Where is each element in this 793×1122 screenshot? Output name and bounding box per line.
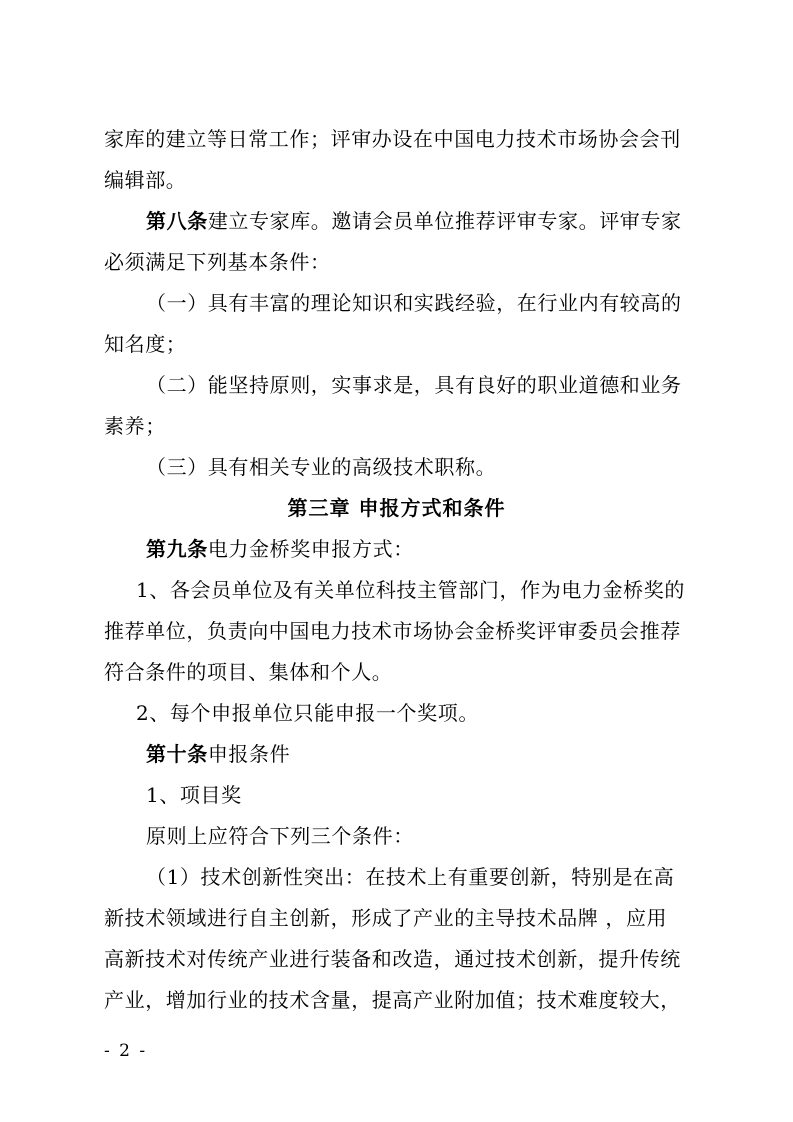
article-8-line (146, 207, 682, 235)
paragraph-line: 产业，增加行业的技术含量，提高产业附加值；技术难度较大， (104, 988, 681, 1012)
article-8-label: 第八条 (146, 209, 208, 233)
article-9-text: 电力金桥奖申报方式： (207, 537, 414, 561)
paragraph-line: 新技术领域进行自主创新，形成了产业的主导技术品牌 ，应用 (104, 906, 668, 930)
list-item: 2、每个申报单位只能申报一个奖项。 (136, 701, 479, 725)
paragraph-line: 家库的建立等日常工作；评审办设在中国电力技术市场协会会刊 (104, 127, 681, 151)
paragraph-line: 符合条件的项目、集体和个人。 (104, 660, 393, 684)
list-item: （一）具有丰富的理论知识和实践经验，在行业内有较高的 (146, 291, 682, 315)
paragraph-line: 编辑部。 (104, 168, 187, 192)
list-item: 1、项目奖 (146, 783, 242, 807)
article-10-text: 申报条件 (207, 742, 291, 766)
list-item: （1）技术创新性突出：在技术上有重要创新，特别是在高 (146, 865, 675, 889)
paragraph-line: 必须满足下列基本条件： (104, 250, 331, 274)
paragraph-line: 原则上应符合下列三个条件： (146, 824, 414, 848)
chapter-heading: 第三章 申报方式和条件 (287, 496, 506, 520)
page-number: - 2 - (104, 1041, 148, 1061)
paragraph-line: 知名度； (104, 332, 187, 356)
list-item: （二）能坚持原则，实事求是，具有良好的职业道德和业务 (146, 373, 682, 397)
list-item: 1、各会员单位及有关单位科技主管部门，作为电力金桥奖的 (136, 578, 685, 602)
paragraph-line: 推荐单位，负责向中国电力技术市场协会金桥奖评审委员会推荐 (104, 619, 681, 643)
article-9-line (146, 535, 414, 563)
paragraph-line: 高新技术对传统产业进行装备和改造，通过技术创新，提升传统 (104, 947, 681, 971)
list-item: （三）具有相关专业的高级技术职称。 (146, 455, 497, 479)
article-8-text: 建立专家库。邀请会员单位推荐评审专家。评审专家 (207, 209, 682, 233)
article-9-label: 第九条 (146, 537, 208, 561)
paragraph-line: 素养； (104, 414, 166, 438)
article-10-label: 第十条 (146, 742, 208, 766)
article-10-line (146, 740, 290, 768)
